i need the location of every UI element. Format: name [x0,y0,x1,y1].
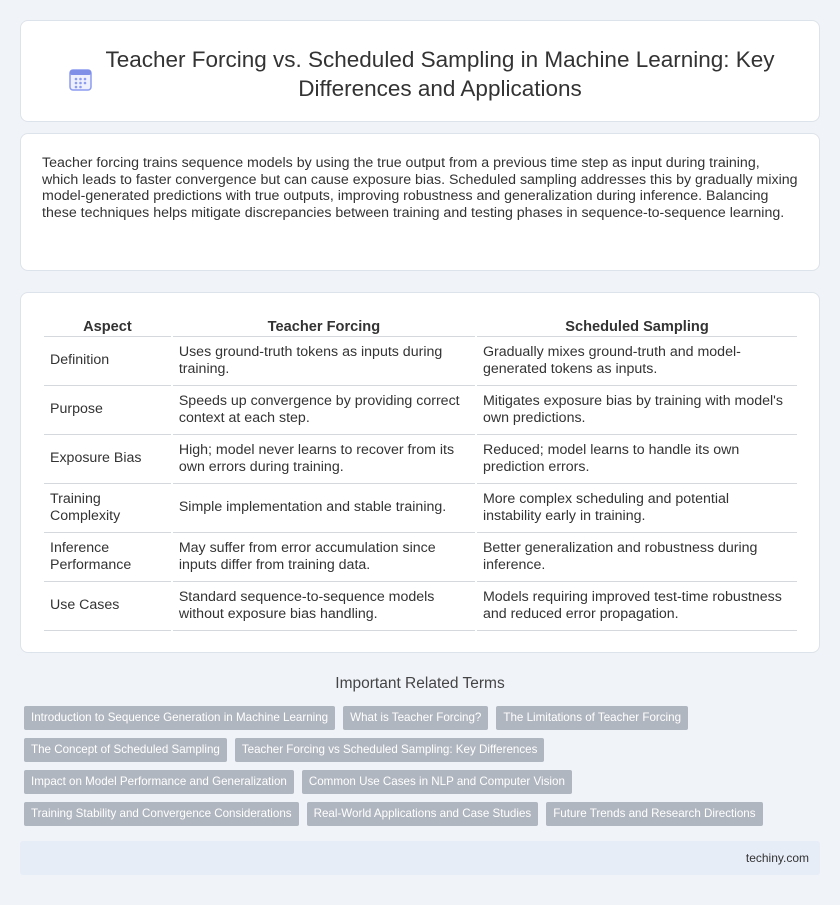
related-terms-row [24,770,572,794]
row-scheduled-sampling: Reduced; model learns to handle its own prediction errors. [477,435,797,484]
row-scheduled-sampling: More complex scheduling and potential instability early in training. [477,484,797,533]
footer-site-link[interactable]: techiny.com [745,851,809,865]
row-aspect: Exposure Bias [44,435,171,484]
row-aspect: Use Cases [44,582,171,631]
related-term-link[interactable]: The Concept of Scheduled Sampling [24,738,227,762]
row-scheduled-sampling: Models requiring improved test-time robustness and reduced error propagation. [477,582,797,631]
related-term-link[interactable]: Introduction to Sequence Generation in Machine Learning [24,706,335,730]
related-term-link[interactable]: Training Stability and Convergence Considerations [24,802,299,826]
comparison-card [20,292,820,653]
footer [20,841,820,875]
related-term-link[interactable]: Real-World Applications and Case Studies [307,802,539,826]
related-term-link[interactable]: The Limitations of Teacher Forcing [496,706,688,730]
comparison-table [42,313,799,631]
row-teacher-forcing: Speeds up convergence by providing correct context at each step. [173,386,475,435]
row-scheduled-sampling: Mitigates exposure bias by training with model's own predictions. [477,386,797,435]
row-scheduled-sampling: Gradually mixes ground-truth and model-generated tokens as inputs. [477,337,797,386]
intro-card [20,133,820,271]
header-aspect: Aspect [44,313,171,337]
row-aspect: Training Complexity [44,484,171,533]
related-term-link[interactable]: Impact on Model Performance and Generalization [24,770,294,794]
row-teacher-forcing: May suffer from error accumulation since inputs differ from training data. [173,533,475,582]
related-terms-title: Important Related Terms [335,675,505,692]
related-term-link[interactable]: What is Teacher Forcing? [343,706,488,730]
row-aspect: Purpose [44,386,171,435]
related-terms-row [24,738,544,762]
row-teacher-forcing: High; model never learns to recover from its own errors during training. [173,435,475,484]
related-term-link[interactable]: Teacher Forcing vs Scheduled Sampling: Key Differences [235,738,545,762]
table-row [44,386,797,435]
title-card [20,20,820,122]
related-terms-row [24,706,688,730]
page-title: Teacher Forcing vs. Scheduled Sampling in Machine Learning: Key Differences and Applications [105,47,775,101]
row-aspect: Definition [44,337,171,386]
table-row [44,337,797,386]
row-scheduled-sampling: Better generalization and robustness during inference. [477,533,797,582]
related-terms-row [24,802,763,826]
row-teacher-forcing: Standard sequence-to-sequence models without exposure bias handling. [173,582,475,631]
header-scheduled-sampling: Scheduled Sampling [477,313,797,337]
table-row [44,484,797,533]
related-term-link[interactable]: Future Trends and Research Directions [546,802,762,826]
related-term-link[interactable]: Common Use Cases in NLP and Computer Vision [302,770,572,794]
intro-text: Teacher forcing trains sequence models by using the true output from a previous time step as input during training, which leads to faster convergence but can cause exposure bias. Scheduled sampling addresses this by gradually mixing model-generated predictions with true outputs, improving robustness and generalization during inference. Balancing these techniques helps mitigate discrepancies between training and testing phases in sequence-to-sequence learning. [42,155,798,221]
table-header-row [44,313,797,337]
row-teacher-forcing: Uses ground-truth tokens as inputs during training. [173,337,475,386]
table-row [44,533,797,582]
table-row [44,582,797,631]
row-aspect: Inference Performance [44,533,171,582]
table-row [44,435,797,484]
header-teacher-forcing: Teacher Forcing [173,313,475,337]
row-teacher-forcing: Simple implementation and stable training. [173,484,475,533]
